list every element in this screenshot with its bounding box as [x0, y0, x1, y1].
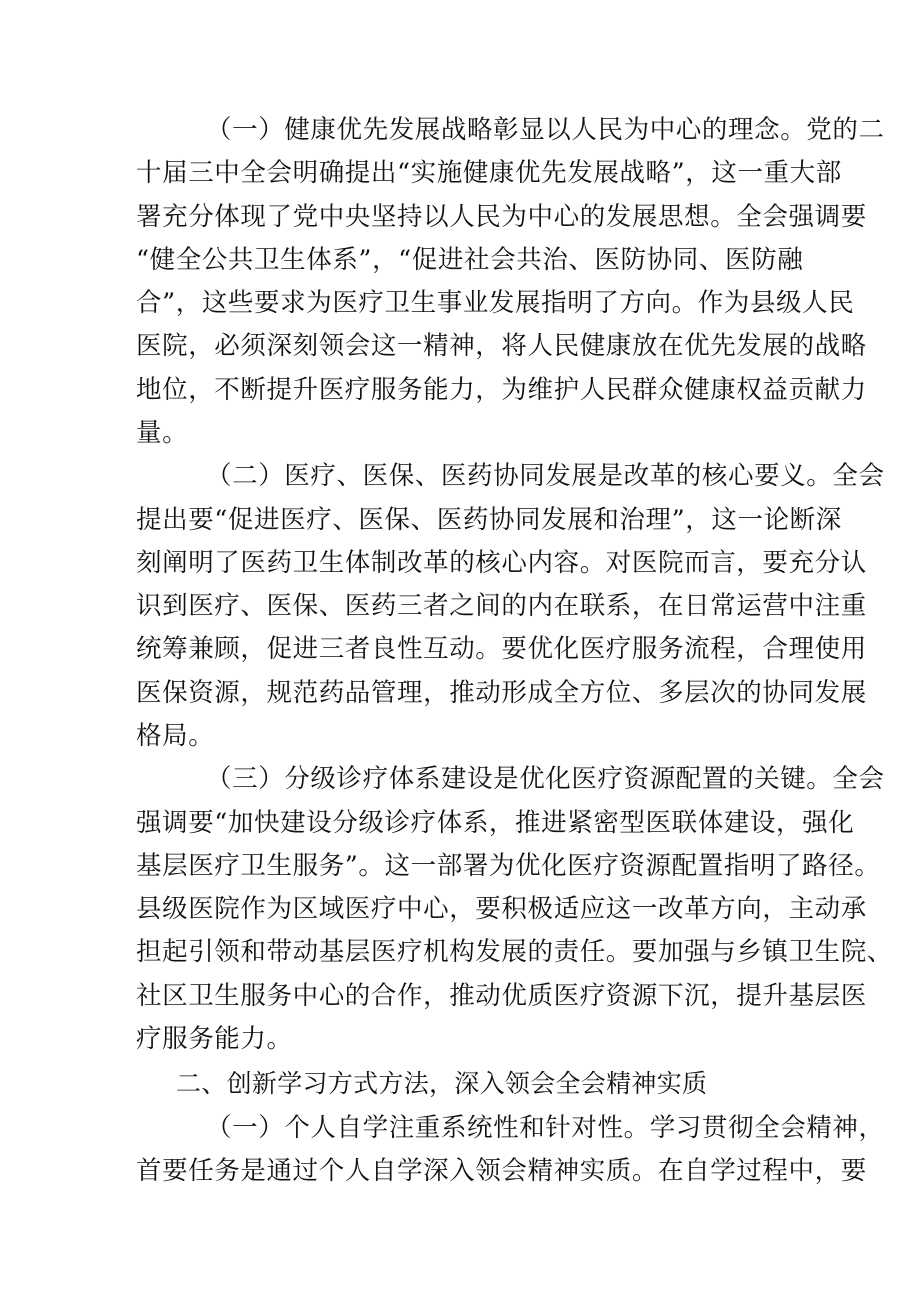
paragraph-4-line-1: （一）个人自学注重系统性和针对性。学习贯彻全会精神，	[206, 1113, 885, 1143]
paragraph-1-line-6: 医院，必须深刻领会这一精神，将人民健康放在优先发展的战略	[136, 331, 867, 361]
paragraph-2-line-1: （二）医疗、医保、医药协同发展是改革的核心要义。全会	[206, 461, 885, 491]
paragraph-3-line-6: 社区卫生服务中心的合作，推动优质医疗资源下沉，提升基层医	[136, 981, 867, 1011]
paragraph-3-line-4: 县级医院作为区域医疗中心，要积极适应这一改革方向，主动承	[136, 894, 867, 924]
paragraph-1-line-8: 量。	[136, 418, 189, 448]
paragraph-3-line-3: 基层医疗卫生服务”。这一部署为优化医疗资源配置指明了路径。	[136, 851, 881, 881]
paragraph-2-line-7: 格局。	[136, 721, 215, 751]
paragraph-2-line-2: 提出要“促进医疗、医保、医药协同发展和治理”，这一论断深	[136, 505, 842, 535]
paragraph-2-line-3: 刻阐明了医药卫生体制改革的核心内容。对医院而言，要充分认	[136, 548, 867, 578]
paragraph-4-line-2: 首要任务是通过个人自学深入领会精神实质。在自学过程中，要	[136, 1156, 867, 1186]
paragraph-2-line-4: 识到医疗、医保、医药三者之间的内在联系，在日常运营中注重	[136, 591, 867, 621]
paragraph-3-line-7: 疗服务能力。	[136, 1024, 293, 1054]
paragraph-1-line-7: 地位，不断提升医疗服务能力，为维护人民群众健康权益贡献力	[136, 375, 867, 405]
paragraph-2-line-6: 医保资源，规范药品管理，推动形成全方位、多层次的协同发展	[136, 678, 867, 708]
paragraph-1-line-5: 合”，这些要求为医疗卫生事业发展指明了方向。作为县级人民	[136, 288, 855, 318]
paragraph-1-line-3: 署充分体现了党中央坚持以人民为中心的发展思想。全会强调要	[136, 202, 867, 232]
paragraph-2-line-5: 统筹兼顾，促进三者良性互动。要优化医疗服务流程，合理使用	[136, 634, 867, 664]
paragraph-3-line-1: （三）分级诊疗体系建设是优化医疗资源配置的关键。全会	[206, 764, 885, 794]
paragraph-1-line-2: 十届三中全会明确提出“实施健康优先发展战略”，这一重大部	[136, 158, 842, 188]
paragraph-3-line-2: 强调要“加快建设分级诊疗体系，推进紧密型医联体建设，强化	[136, 808, 855, 838]
paragraph-1-line-4: “健全公共卫生体系”，“促进社会共治、医防协同、医防融	[136, 245, 804, 275]
paragraph-1-line-1: （一）健康优先发展战略彰显以人民为中心的理念。党的二	[206, 115, 885, 145]
paragraph-3-line-5: 担起引领和带动基层医疗机构发展的责任。要加强与乡镇卫生院、	[136, 937, 893, 967]
section-heading: 二、创新学习方式方法，深入领会全会精神实质	[176, 1069, 708, 1098]
